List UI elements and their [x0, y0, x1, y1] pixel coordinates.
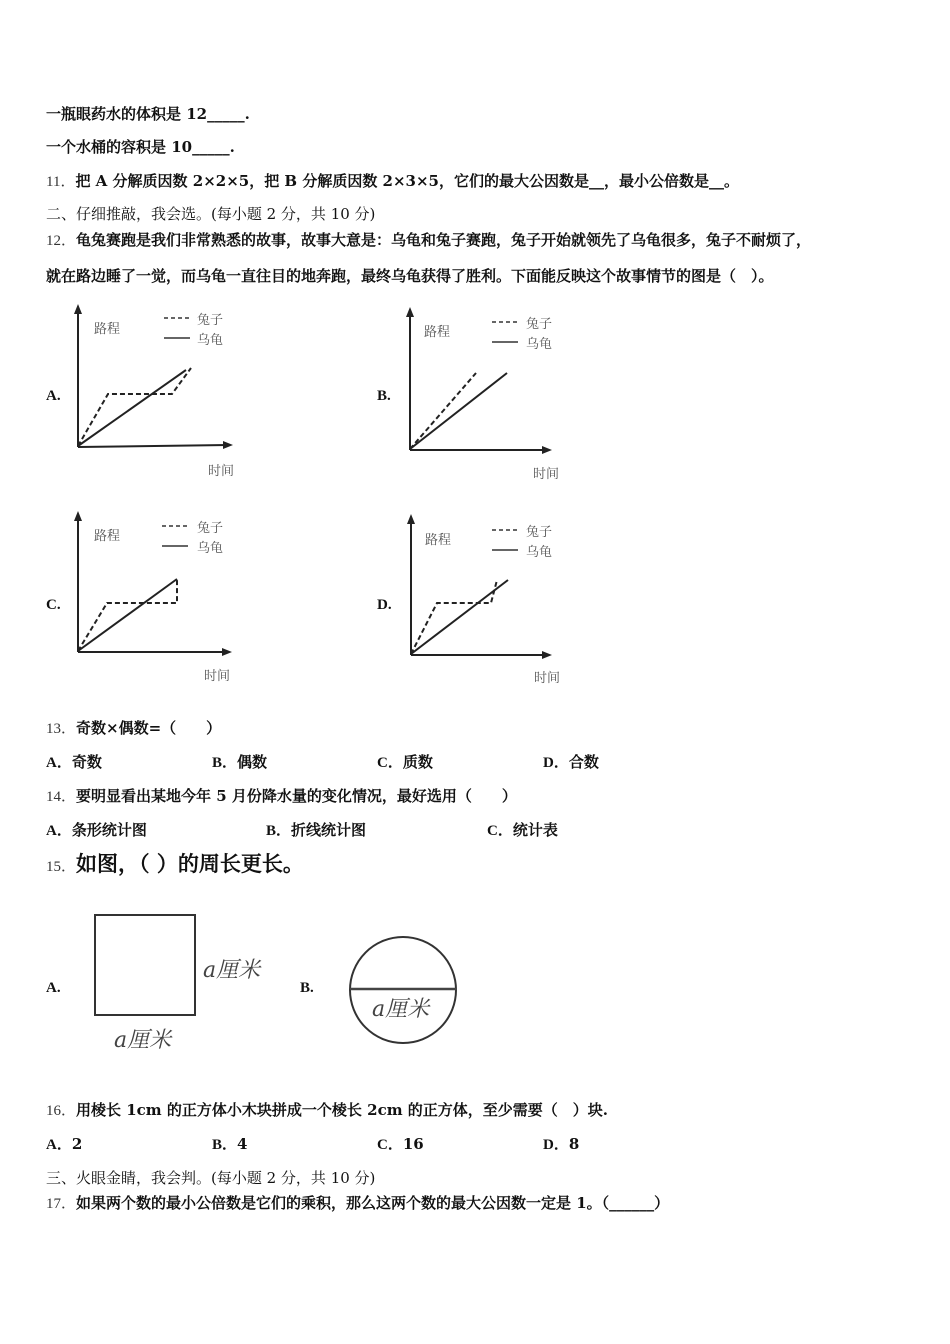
y-axis-label: 路程	[94, 322, 121, 337]
q13-option-b[interactable]: B．偶数	[212, 753, 268, 771]
x-axis-label: 时间	[204, 669, 231, 684]
q16-option-d[interactable]: D．8	[543, 1135, 580, 1153]
question-text: 把 A 分解质因数 2×2×5，把 B 分解质因数 2×3×5，它们的最大公因数是__，最小公倍数是__。	[75, 172, 740, 190]
q14-option-a[interactable]: A．条形统计图	[46, 821, 147, 839]
bucket-line: 一个水桶的容积是 10_____.	[46, 138, 235, 156]
question-number: 14．	[46, 789, 77, 805]
graph-d-label: D.	[377, 597, 392, 613]
question-11	[46, 171, 739, 192]
question-number: 11．	[46, 174, 76, 190]
section-2-heading: 二、仔细推敲，我会选。(每小题 2 分，共 10 分)	[46, 205, 376, 223]
legend-tortoise: 乌龟	[197, 333, 224, 348]
q14-option-b[interactable]: B．折线统计图	[266, 821, 367, 839]
question-number: 12．	[46, 233, 77, 249]
x-axis-label: 时间	[534, 671, 561, 686]
graph-option-c	[68, 507, 248, 687]
question-number: 13．	[46, 721, 77, 737]
legend-rabbit: 兔子	[197, 313, 224, 328]
legend-tortoise: 乌龟	[197, 541, 224, 556]
q16-option-a[interactable]: A．2	[46, 1135, 83, 1153]
question-number: 16．	[46, 1103, 77, 1119]
legend-rabbit: 兔子	[526, 525, 553, 540]
question-number: 17．	[46, 1196, 77, 1212]
legend-rabbit: 兔子	[526, 317, 553, 332]
question-13	[46, 718, 221, 739]
question-text: 如果两个数的最小公倍数是它们的乘积，那么这两个数的最大公因数一定是 1。（______）	[76, 1194, 670, 1212]
square-figure	[94, 914, 196, 1016]
graph-option-a	[68, 300, 248, 480]
q14-option-c[interactable]: C．统计表	[487, 821, 558, 839]
x-axis-label: 时间	[533, 467, 560, 482]
legend-tortoise: 乌龟	[526, 545, 553, 560]
square-side-label: a厘米	[203, 958, 261, 983]
eye-drops-line: 一瓶眼药水的体积是 12_____.	[46, 105, 250, 123]
question-17	[46, 1193, 669, 1214]
q16-option-c[interactable]: C．16	[377, 1135, 424, 1153]
section-3-heading: 三、火眼金睛，我会判。(每小题 2 分，共 10 分)	[46, 1169, 376, 1187]
graph-c-label: C.	[46, 597, 61, 613]
x-axis-label: 时间	[208, 464, 235, 479]
graph-option-d	[400, 510, 580, 690]
q15-option-a-label: A.	[46, 980, 61, 996]
square-bottom-label: a厘米	[114, 1028, 172, 1053]
question-15	[46, 850, 304, 878]
question-12-line-2: 就在路边睡了一觉，而乌龟一直往目的地奔跑，最终乌龟获得了胜利。下面能反映这个故事情节的图是（ ）。	[46, 267, 774, 285]
legend-tortoise: 乌龟	[526, 337, 553, 352]
q16-option-b[interactable]: B．4	[212, 1135, 248, 1153]
q15-option-b-label: B.	[300, 980, 314, 996]
y-axis-label: 路程	[94, 529, 121, 544]
question-text: 龟兔赛跑是我们非常熟悉的故事，故事大意是：乌龟和兔子赛跑，兔子开始就领先了乌龟很多，兔子不耐烦了，	[76, 231, 812, 249]
question-text: 用棱长 1cm 的正方体小木块拼成一个棱长 2cm 的正方体，至少需要（ ）块.	[76, 1101, 609, 1119]
graph-b-label: B.	[377, 388, 391, 404]
question-text: 要明显看出某地今年 5 月份降水量的变化情况，最好选用（ ）	[76, 787, 517, 805]
question-text: 奇数×偶数=（ ）	[76, 719, 222, 737]
question-14	[46, 786, 517, 807]
question-12-line-1	[46, 230, 811, 251]
graph-a-label: A.	[46, 388, 61, 404]
question-16	[46, 1100, 608, 1121]
legend-rabbit: 兔子	[197, 521, 224, 536]
q13-option-a[interactable]: A．奇数	[46, 753, 102, 771]
y-axis-label: 路程	[424, 325, 451, 340]
q13-option-d[interactable]: D．合数	[543, 753, 599, 771]
q13-option-c[interactable]: C．质数	[377, 753, 433, 771]
circle-diameter-label: a厘米	[372, 997, 430, 1022]
question-number: 15．	[46, 859, 77, 875]
y-axis-label: 路程	[425, 533, 452, 548]
graph-option-b	[400, 303, 580, 483]
question-text: 如图，（ ）的周长更长。	[76, 851, 304, 876]
